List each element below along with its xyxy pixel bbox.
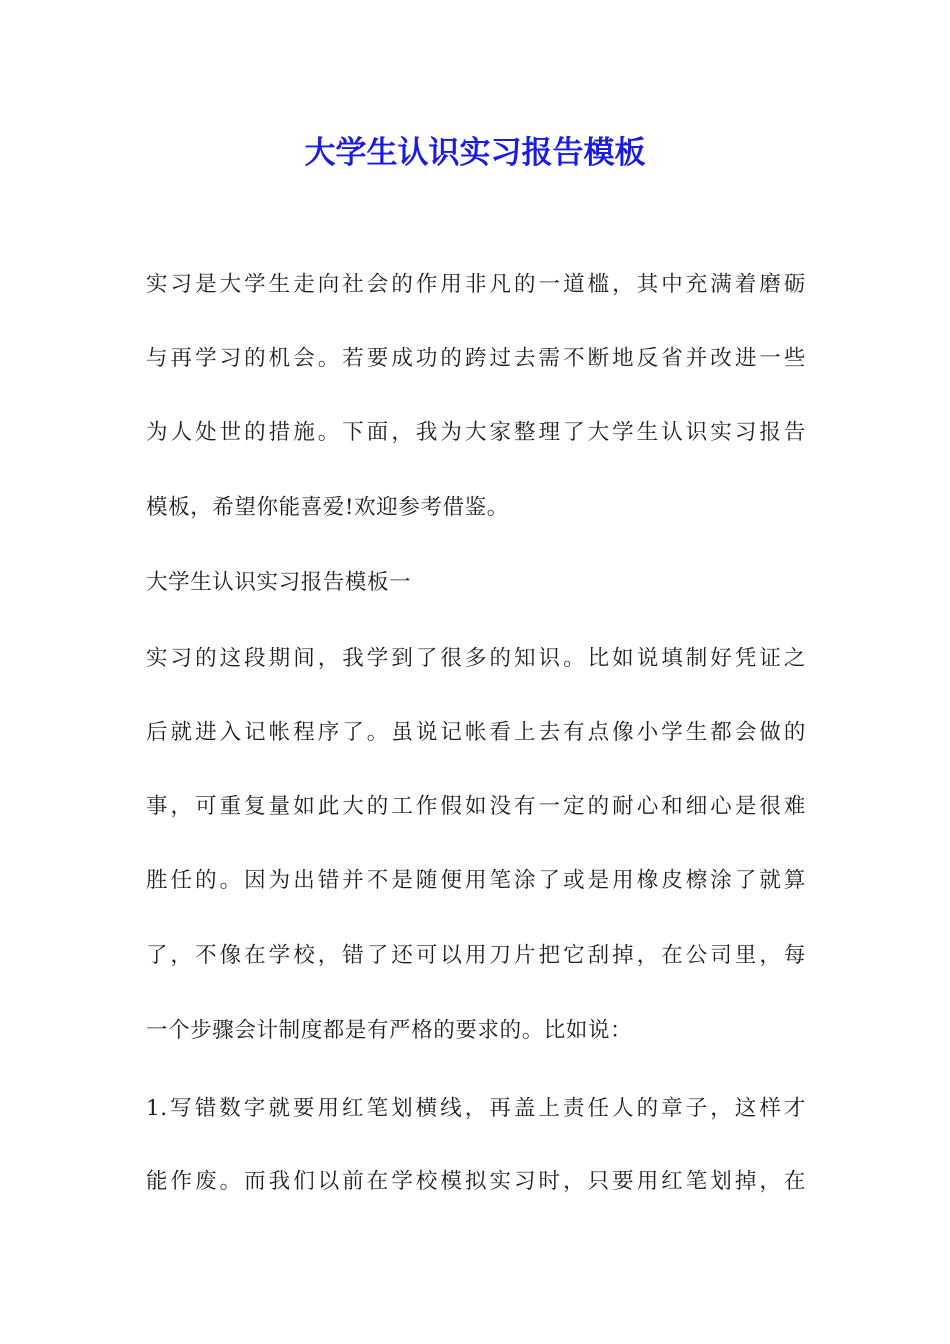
- document-title: 大学生认识实习报告模板: [304, 135, 646, 171]
- list-item-line: 1.写错数字就要用红笔划横线，再盖上责任人的章子，这样才: [146, 1096, 806, 1121]
- paragraph-line: 事，可重复量如此大的工作假如没有一定的耐心和细心是很难: [146, 794, 806, 819]
- paragraph-line: 与再学习的机会。若要成功的跨过去需不断地反省并改进一些: [146, 346, 806, 371]
- paragraph-line: 实习是大学生走向社会的作用非凡的一道槛，其中充满着磨砺: [146, 272, 806, 297]
- paragraph-line: 胜任的。因为出错并不是随便用笔涂了或是用橡皮檫涂了就算: [146, 868, 806, 893]
- section-heading: 大学生认识实习报告模板一: [146, 570, 412, 595]
- paragraph-line: 为人处世的措施。下面，我为大家整理了大学生认识实习报告: [146, 420, 806, 445]
- paragraph-line: 后就进入记帐程序了。虽说记帐看上去有点像小学生都会做的: [146, 720, 806, 745]
- paragraph-line: 了，不像在学校，错了还可以用刀片把它刮掉，在公司里，每: [146, 943, 806, 968]
- paragraph-line: 模板，希望你能喜爱!欢迎参考借鉴。: [146, 495, 509, 520]
- paragraph-line: 实习的这段期间，我学到了很多的知识。比如说填制好凭证之: [146, 646, 806, 671]
- list-item-line: 能作废。而我们以前在学校模拟实习时，只要用红笔划掉，在: [146, 1169, 806, 1194]
- paragraph-line: 一个步骤会计制度都是有严格的要求的。比如说：: [146, 1018, 633, 1043]
